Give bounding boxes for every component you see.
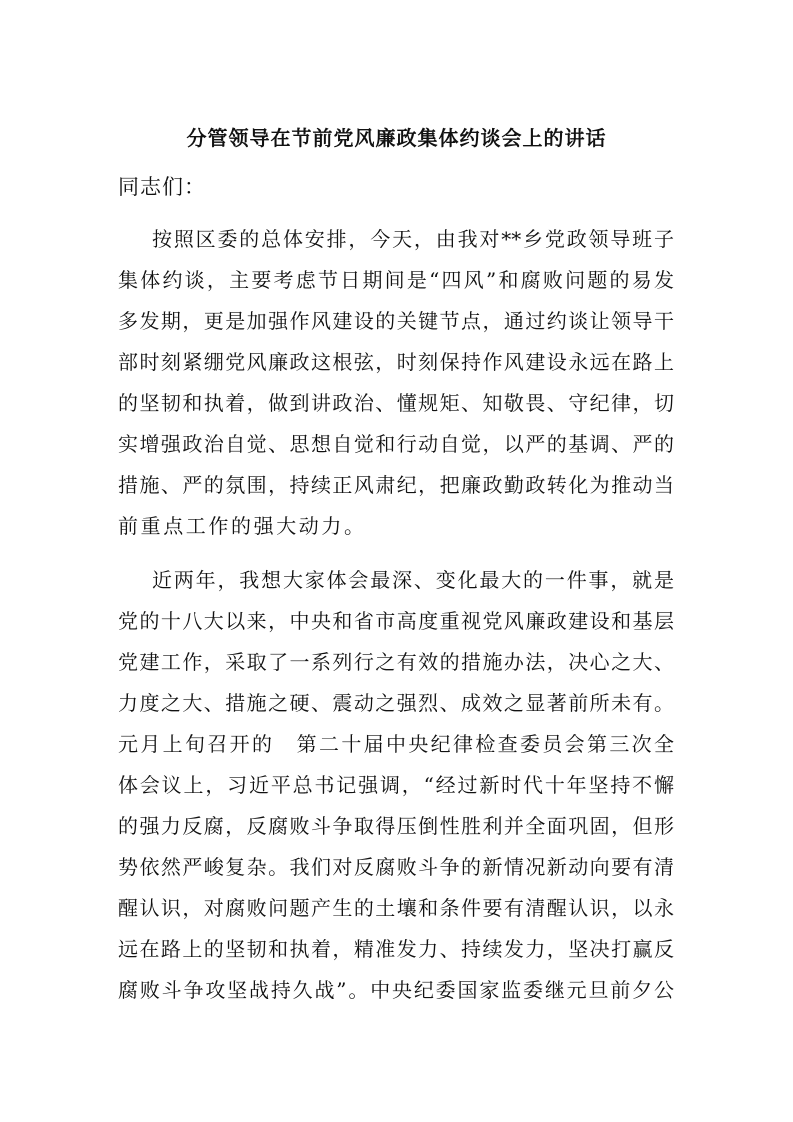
paragraph-line: 的坚韧和执着，做到讲政治、懂规矩、知敬畏、守纪律，切 xyxy=(118,391,674,415)
paragraph-line: 部时刻紧绷党风廉政这根弦，时刻保持作风建设永远在路上 xyxy=(118,350,674,374)
paragraph-line: 力度之大、措施之硬、震动之强烈、成效之显著前所未有。 xyxy=(118,691,674,715)
salutation: 同志们： xyxy=(118,175,206,199)
document-title: 分管领导在节前党风廉政集体约谈会上的讲话 xyxy=(186,126,607,150)
paragraph-line: 多发期，更是加强作风建设的关键节点，通过约谈让领导干 xyxy=(118,309,674,333)
paragraph-line: 腐败斗争攻坚战持久战”。中央纪委国家监委继元旦前夕公 xyxy=(118,978,674,1002)
paragraph-line: 势依然严峻复杂。我们对反腐败斗争的新情况新动向要有清 xyxy=(118,855,674,879)
paragraph-line: 按照区委的总体安排，今天，由我对**乡党政领导班子 xyxy=(152,227,674,251)
paragraph-line: 前重点工作的强大动力。 xyxy=(118,514,367,538)
paragraph-line: 措施、严的氛围，持续正风肃纪，把廉政勤政转化为推动当 xyxy=(118,473,674,497)
paragraph-line: 实增强政治自觉、思想自觉和行动自觉，以严的基调、严的 xyxy=(118,432,674,456)
paragraph-line: 党建工作，采取了一系列行之有效的措施办法，决心之大、 xyxy=(118,650,674,674)
paragraph-line: 集体约谈，主要考虑节日期间是“四风”和腐败问题的易发 xyxy=(118,268,674,292)
paragraph-line: 醒认识，对腐败问题产生的土壤和条件要有清醒认识，以永 xyxy=(118,896,674,920)
paragraph-line: 党的十八大以来，中央和省市高度重视党风廉政建设和基层 xyxy=(118,609,674,633)
paragraph-line: 元月上旬召开的 第二十届中央纪律检查委员会第三次全 xyxy=(118,732,674,756)
paragraph-line: 近两年，我想大家体会最深、变化最大的一件事，就是 xyxy=(152,568,674,592)
paragraph-line: 远在路上的坚韧和执着，精准发力、持续发力，坚决打赢反 xyxy=(118,937,674,961)
paragraph-line: 体会议上，习近平总书记强调，“经过新时代十年坚持不懈 xyxy=(118,773,674,797)
paragraph-line: 的强力反腐，反腐败斗争取得压倒性胜利并全面巩固，但形 xyxy=(118,814,674,838)
